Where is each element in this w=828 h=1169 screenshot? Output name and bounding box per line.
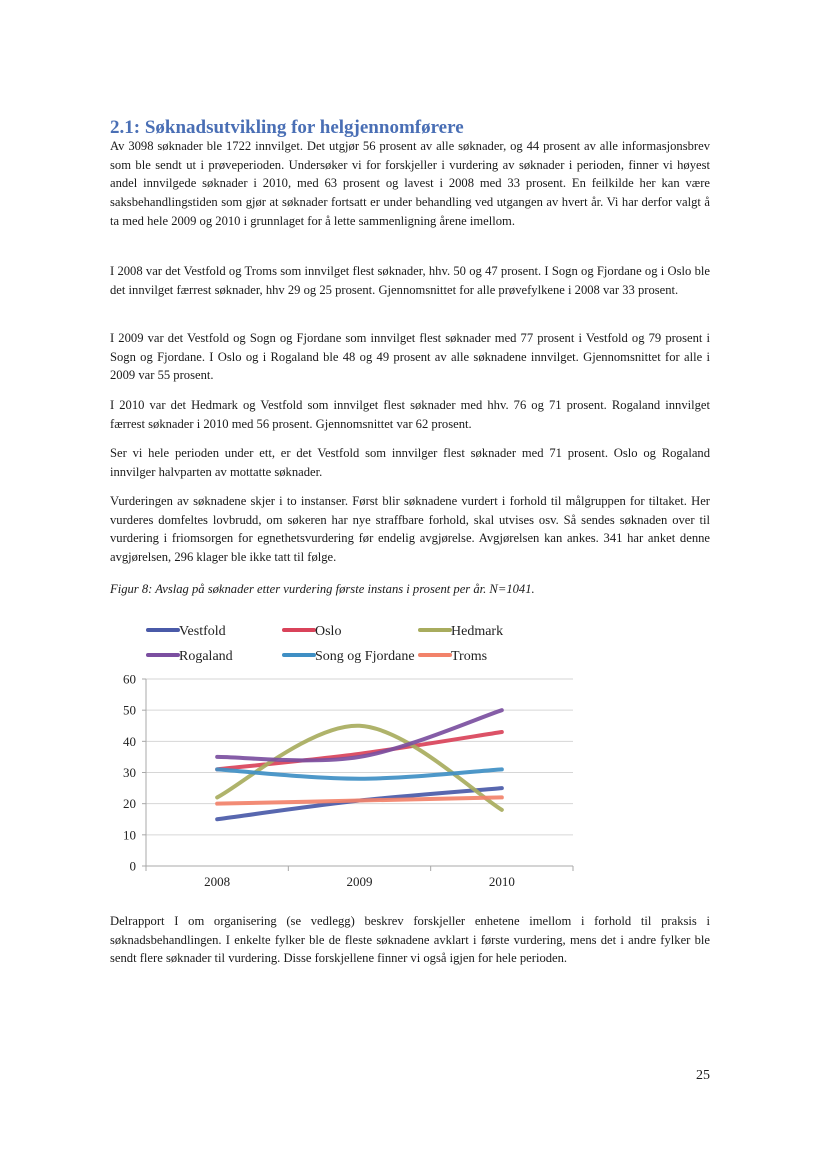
y-tick-label: 60 [123, 671, 136, 687]
y-tick-label: 40 [123, 733, 136, 749]
section-heading: 2.1: Søknadsutvikling for helgjennomførere [110, 117, 464, 138]
paragraph-6: Vurderingen av søknadene skjer i to instanser. Først blir søknadene vurdert i forhold til målgruppen for tiltaket. Her vurderes domfeltes lovbrudd, om søkeren har nye straffbare forhold, skal utvises osv. Så sendes søknaden over til vurdering i friomsorgen for egnethetsvurdering før endelig avgjørelse. Avgjørelsen kan ankes. 341 har anket denne avgjørelsen, 296 klager ble ikke tatt til følge. [110, 494, 710, 565]
legend-label-oslo: Oslo [315, 624, 342, 639]
figure-caption: Figur 8: Avslag på søknader etter vurdering første instans i prosent per år. N=1041. [110, 582, 535, 596]
paragraph-1: Av 3098 søknader ble 1722 innvilget. Det utgjør 56 prosent av alle søknader, og 44 prosent av alle informasjonsbrev som ble sendt ut i prøveperioden. Undersøker vi for forskjeller i vurdering av søknader i perioden, finner vi høyest andel innvilgede søknader i 2010, med 63 prosent og lavest i 2008 med 33 prosent. En feilkilde her kan være saksbehandlingstiden som gjør at søknader fortsatt er under behandling ved utgangen av hvert år. Vi har derfor valgt å ta med hele 2009 og 2010 i grunnlaget for å lette sammenligning årene imellom. [110, 139, 710, 228]
paragraph-4: I 2010 var det Hedmark og Vestfold som innvilget flest søknader med hhv. 76 og 71 prosent. Rogaland innvilget færrest søknader i 2010 med 56 prosent. Gjennomsnittet var 62 prosent. [110, 398, 710, 431]
x-tick-label: 2010 [488, 874, 515, 889]
paragraph-3: I 2009 var det Vestfold og Sogn og Fjordane som innvilget flest søknader med 77 prosent i Vestfold og 79 prosent i Sogn og Fjordane. I Oslo og i Rogaland ble 48 og 49 prosent av alle søknadene innvilget. Gjennomsnittet for alle i 2009 var 55 prosent. [110, 331, 710, 383]
y-tick-label: 10 [123, 827, 136, 843]
legend-label-song-og-fjordane: Song og Fjordane [315, 649, 415, 664]
paragraph-2: I 2008 var det Vestfold og Troms som innvilget flest søknader, hhv. 50 og 47 prosent. I Sogn og Fjordane og i Oslo ble det innvilget færrest søknader, hhv 29 og 25 prosent. Gjennomsnittet for alle prøvefylkene i 2008 var 33 prosent. [110, 264, 710, 297]
series-line-troms [217, 797, 502, 803]
y-tick-label: 50 [123, 702, 136, 718]
line-chart [110, 612, 590, 902]
y-tick-label: 0 [129, 858, 136, 874]
paragraph-5: Ser vi hele perioden under ett, er det Vestfold som innvilger flest søknader med 71 prosent. Oslo og Rogaland innvilger halvparten av mottatte søknader. [110, 446, 710, 479]
x-tick-label: 2008 [204, 874, 231, 889]
series-line-oslo [217, 732, 502, 769]
y-tick-label: 30 [123, 765, 136, 780]
paragraph-7: Delrapport I om organisering (se vedlegg) beskrev forskjeller enhetene imellom i forhold til praksis i søknadsbehandlingen. I enkelte fylker ble de fleste søknadene avklart i første vurdering, mens det i andre fylker ble sendt flere søknader til vurdering. Disse forskjellene finner vi også igjen for hele perioden. [110, 914, 710, 966]
y-tick-label: 20 [123, 796, 136, 812]
legend-label-vestfold: Vestfold [179, 624, 226, 639]
legend-label-troms: Troms [451, 649, 488, 664]
legend-label-hedmark: Hedmark [451, 624, 504, 639]
legend-label-rogaland: Rogaland [179, 649, 233, 664]
x-tick-label: 2009 [346, 874, 373, 889]
page-number: 25 [696, 1068, 710, 1083]
